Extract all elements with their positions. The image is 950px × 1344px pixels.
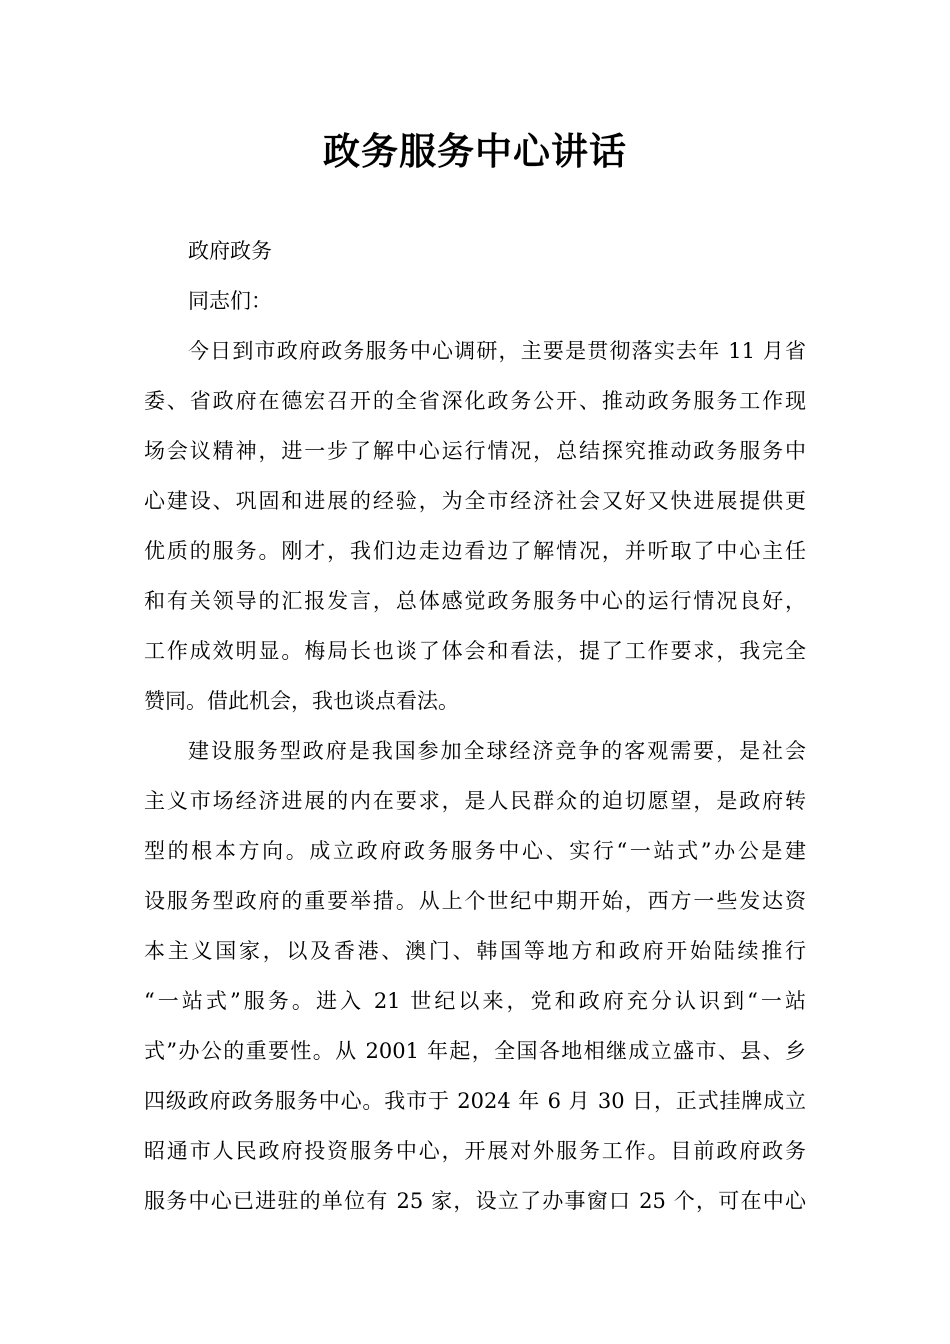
text-line: 赞同。借此机会，我也谈点看法。 [144,689,459,713]
paragraph-salutation-source [144,226,806,276]
text-line: 服务中心已进驻的单位有 25 家，设立了办事窗口 25 个，可在中心 [144,1189,806,1213]
document-title: 政务服务中心讲话 [323,130,627,173]
text-line: 心建设、巩固和进展的经验，为全市经济社会又好又快进展提供更 [144,489,806,513]
text-line: 优质的服务。刚才，我们边走边看边了解情况，并听取了中心主任 [144,539,806,563]
text-line: 式”办公的重要性。从 2001 年起，全国各地相继成立盛市、县、乡 [144,1039,806,1063]
text-line: 场会议精神，进一步了解中心运行情况，总结探究推动政务服务中 [144,439,806,463]
document-body [144,226,806,1226]
text-line: 今日到市政府政务服务中心调研，主要是贯彻落实去年 11 月省 [188,339,806,363]
text-line: 和有关领导的汇报发言，总体感觉政务服务中心的运行情况良好， [144,589,806,613]
text-line: 型的根本方向。成立政府政务服务中心、实行“一站式”办公是建 [144,839,806,863]
paragraph-introduction [144,326,806,726]
text-line: 昭通市人民政府投资服务中心，开展对外服务工作。目前政府政务 [144,1139,806,1163]
text-line: “一站式”服务。进入 21 世纪以来，党和政府充分认识到“一站 [144,989,806,1013]
text-line: 本主义国家，以及香港、澳门、韩国等地方和政府开始陆续推行 [144,939,806,963]
text-line: 同志们： [188,289,272,313]
paragraph-greeting [144,276,806,326]
paragraph-service-government [144,726,806,1226]
text-line: 工作成效明显。梅局长也谈了体会和看法，提了工作要求，我完全 [144,639,806,663]
text-line: 委、省政府在德宏召开的全省深化政务公开、推动政务服务工作现 [144,389,806,413]
text-line: 设服务型政府的重要举措。从上个世纪中期开始，西方一些发达资 [144,889,806,913]
text-line: 主义市场经济进展的内在要求，是人民群众的迫切愿望，是政府转 [144,789,806,813]
text-line: 四级政府政务服务中心。我市于 2024 年 6 月 30 日，正式挂牌成立 [144,1089,806,1113]
text-line: 建设服务型政府是我国参加全球经济竞争的客观需要，是社会 [188,739,806,763]
text-line: 政府政务 [188,239,272,263]
